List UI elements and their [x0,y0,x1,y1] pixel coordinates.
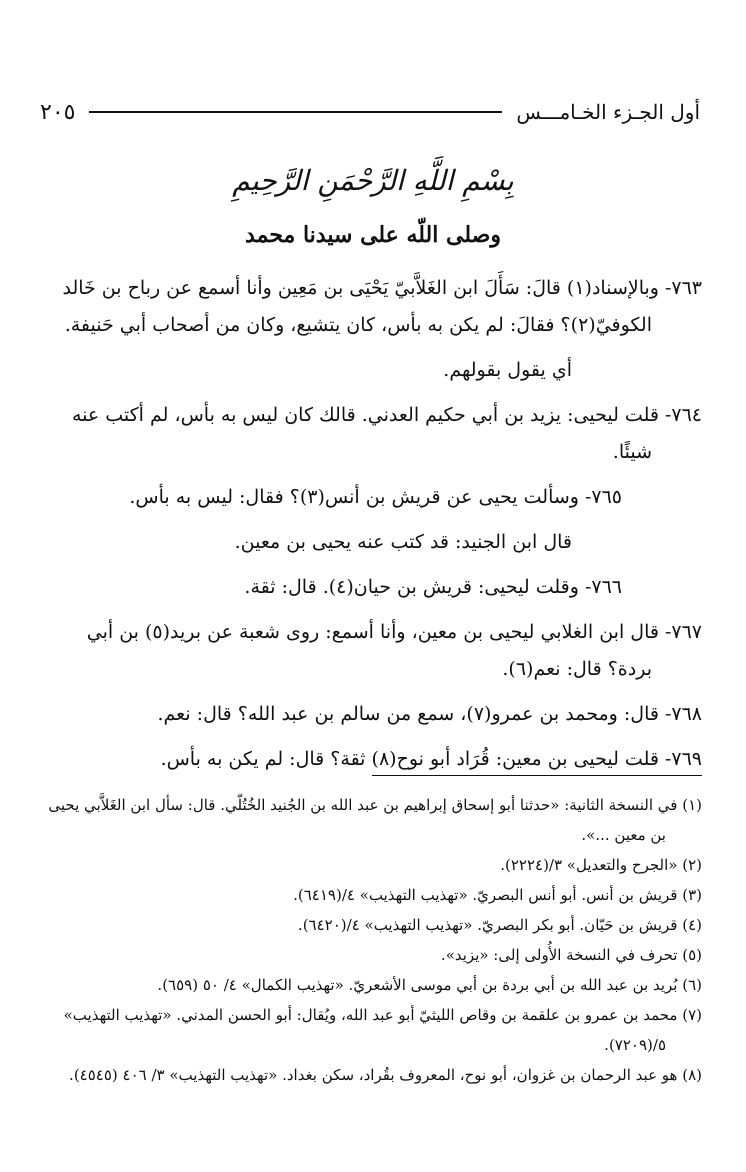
entry-text: قال: ومحمد بن عمرو(٧)، سمع من سالم بن عبد الله؟ قال: نعم. [157,703,659,725]
footnote-1: (١) في النسخة الثانية: «حدثنا أبو إسحاق إبراهيم بن عبد الله بن الجُنيد الخُتُلّي. قال: سأل ابن الغَلاَّبي يحيى بن معين ...». [48,796,702,844]
page-header [40,92,700,132]
footnote-4: (٤) قريش بن حَيّان. أبو بكر البصريّ. «تهذيب التهذيب» ٤/(٦٤٢٠). [297,916,702,934]
entry-number: ٧٦٩- [664,748,702,770]
entry-765 [50,479,702,516]
entry-766 [50,569,702,606]
entry-text: أي يقول بقولهم. [443,359,572,381]
entry-text: قلت ليحيى بن معين: قُرَاد أبو نوح(٨) ثقة؟ قال: لم يكن به بأس. [160,748,659,770]
footnote-separator [372,775,702,776]
entry-769 [50,741,702,778]
footnote-7: (٧) محمد بن عمرو بن علقمة بن وقاص الليثيّ أبو عبد الله، ويُقال: أبو الحسن المدني. «تهذيب التهذيب» ٥/(٧٢٠٩). [63,1006,702,1054]
footnote-8: (٨) هو عبد الرحمان بن غزوان، أبو نوح، المعروف بقُراد، سكن بغداد. «تهذيب التهذيب» ٣/ ٤٠٦ (٤٥٤٥). [69,1066,702,1084]
footnote-5: (٥) تحرف في النسخة الأُولى إلى: «يزيد». [440,946,702,964]
page-number: ٢٠٥ [40,99,76,125]
entry-768 [50,696,702,733]
basmala: بِسْمِ اللَّهِ الرَّحْمَنِ الرَّحِيمِ [232,164,514,197]
footnote-6: (٦) بُريد بن عبد الله بن أبي بردة بن أبي موسى الأشعريّ. «تهذيب الكمال» ٤/ ٥٠ (٦٥٩). [157,976,702,994]
entry-767 [50,614,702,688]
entry-number: ٧٦٧- [664,621,702,643]
entry-763-continuation [50,352,702,389]
entry-text: وسألت يحيى عن قريش بن أنس(٣)؟ فقال: ليس به بأس. [129,486,579,508]
entry-765-continuation [50,524,702,561]
header-rule [89,111,502,113]
main-text [50,270,702,786]
footnote-3: (٣) قريش بن أنس. أبو أنس البصريّ. «تهذيب التهذيب» ٤/(٦٤١٩). [293,886,702,904]
entry-text: وقلت ليحيى: قريش بن حيان(٤). قال: ثقة. [244,576,579,598]
entry-text: قال ابن الغلابي ليحيى بن معين، وأنا أسمع: روى شعبة عن بريد(٥) بن أبي بردة؟ قال: نعم(٦). [86,621,659,680]
entry-764 [50,397,702,471]
footnotes [40,790,702,1090]
entry-763 [50,270,702,344]
running-title: أول الجـزء الخـامـــس [516,100,700,124]
entry-number: ٧٦٦- [584,576,622,598]
salutation-heading: وصلى اللّه على سيدنا محمد [245,222,501,248]
entry-number: ٧٦٥- [584,486,622,508]
entry-text: وبالإسناد(١) قالَ: سَأَلَ ابن الغَلاَّبيّ يَحْيَى بن مَعِين وأنا أسمع عن رباح بن خَالد الكوفيّ(٢)؟ فقالَ: لم يكن به بأس، كان يتشيع، وكان من أصحاب أبي حَنيفة. [62,277,659,336]
entry-number: ٧٦٣- [664,277,702,299]
entry-number: ٧٦٤- [664,404,702,426]
entry-text: قلت ليحيى: يزيد بن أبي حكيم العدني. قالك كان ليس به بأس، لم أكتب عنه شيئًا. [71,404,659,463]
entry-number: ٧٦٨- [664,703,702,725]
entry-text: قال ابن الجنيد: قد كتب عنه يحيى بن معين. [234,531,572,553]
footnote-2: (٢) «الجرح والتعديل» ٣/(٢٢٢٤). [500,856,702,874]
